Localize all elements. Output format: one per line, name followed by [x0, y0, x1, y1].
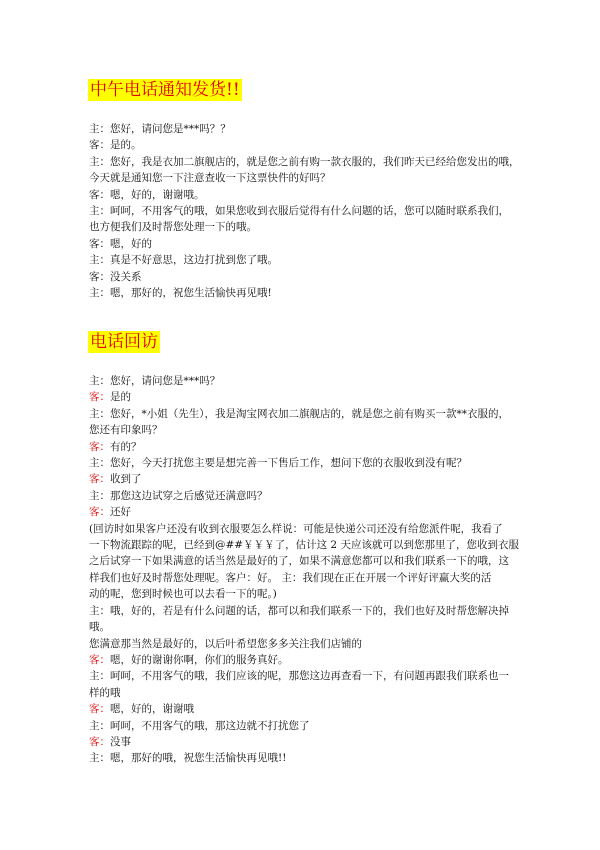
speaker-label: 客： — [89, 139, 110, 152]
line-text: 呵呵，不用客气的哦，如果您收到衣服后觉得有什么问题的话，您可以随时联系我们， — [110, 205, 509, 218]
dialogue-line — [89, 121, 521, 137]
dialogue-line — [89, 521, 521, 537]
section1-dialogue — [89, 121, 521, 301]
dialogue-line — [89, 439, 521, 455]
dialogue-line — [89, 734, 521, 750]
speaker-label: 客： — [89, 735, 110, 748]
speaker-label: 客： — [89, 440, 110, 453]
line-text: 那您这边试穿之后感觉还满意吗？ — [110, 489, 268, 502]
dialogue-line — [89, 219, 521, 235]
speaker-label: 主： — [89, 489, 110, 502]
speaker-label: 主： — [89, 752, 110, 765]
dialogue-line — [89, 603, 521, 619]
dialogue-line — [89, 504, 521, 520]
speaker-label: 主： — [89, 155, 110, 168]
line-text: 也方便我们及时帮您处理一下的哦。 — [89, 221, 257, 234]
dialogue-line — [89, 187, 521, 203]
line-text: 您好，我是衣加二旗舰店的，就是您之前有购一款衣服的，我们昨天已经给您发出的哦， — [110, 155, 520, 168]
line-text: 嗯，好的，谢谢哦 — [110, 703, 194, 716]
line-text: 哦，好的，若是有什么问题的话，都可以和我们联系一下的，我们也好及时帮您解决掉 — [110, 604, 509, 617]
speaker-label: 主： — [89, 254, 110, 267]
dialogue-line — [89, 154, 521, 170]
dialogue-line — [89, 570, 521, 586]
line-text: 哦。 — [89, 621, 110, 634]
speaker-label: 主： — [89, 123, 110, 135]
dialogue-line — [89, 137, 521, 153]
speaker-label: 客： — [89, 237, 110, 250]
speaker-label: 客： — [89, 270, 110, 283]
speaker-label: 客： — [89, 188, 110, 201]
section1-title: 中午电话通知发货!! — [90, 80, 240, 100]
line-text: 呵呵，不用客气的哦，我们应该的呢，那您这边再查看一下，有问题再跟我们联系也一 — [110, 670, 509, 683]
dialogue-line — [89, 636, 521, 652]
speaker-label: 客： — [89, 653, 110, 666]
dialogue-line — [89, 422, 521, 438]
dialogue-line — [89, 285, 521, 301]
line-text: 您满意那当然是最好的，以后叶希望您多多关注我们店铺的 — [89, 637, 362, 650]
dialogue-line — [89, 718, 521, 734]
line-text: 嗯，好的谢谢你啊，你们的服务真好。 — [110, 653, 289, 666]
line-text: 您好，请问您是***吗？？ — [110, 123, 231, 135]
speaker-label: 客： — [89, 391, 110, 404]
line-text: 之后试穿一下如果满意的话当然是最好的了，如果不满意您都可以和我们联系一下的哦，这 — [89, 555, 509, 568]
line-text: (回访时如果客户还没有收到衣服要怎么样说：可能是快递公司还没有给您派件呢，我看了 — [89, 522, 503, 535]
dialogue-line — [89, 652, 521, 668]
section2-title: 电话回访 — [90, 332, 158, 352]
line-text: 一下物流跟踪的呢，已经到@##￥￥￥了，估计这 2 天应该就可以到您那里了，您收到衣服 — [89, 539, 519, 552]
dialogue-line — [89, 236, 521, 252]
line-text: 没关系 — [110, 270, 142, 283]
line-text: 您好，今天打扰您主要是想完善一下售后工作，想问下您的衣服收到没有呢？ — [110, 457, 467, 470]
dialogue-line — [89, 537, 521, 553]
dialogue-line — [89, 203, 521, 219]
dialogue-line — [89, 471, 521, 487]
line-text: 样我们也好及时帮您处理呢。客户：好。 主：我们现在正在开展一个评好评赢大奖的活 — [89, 571, 492, 584]
speaker-label: 主： — [89, 604, 110, 617]
line-text: 嗯，好的 — [110, 237, 152, 250]
speaker-label: 客： — [89, 473, 110, 486]
speaker-label: 主： — [89, 457, 110, 470]
line-text: 收到了 — [110, 473, 142, 486]
speaker-label: 客： — [89, 506, 110, 519]
dialogue-line — [89, 685, 521, 701]
line-text: 呵呵，不用客气的哦，那这边就不打扰您了 — [110, 719, 310, 732]
line-text: 是的 — [110, 391, 131, 404]
speaker-label: 主： — [89, 205, 110, 218]
line-text: 您还有印象吗？ — [89, 424, 163, 437]
line-text: 还好 — [110, 506, 131, 519]
dialogue-line — [89, 586, 521, 602]
speaker-label: 主： — [89, 407, 110, 420]
dialogue-line — [89, 389, 521, 405]
dialogue-line — [89, 406, 521, 422]
line-text: 有的？ — [110, 440, 142, 453]
line-text: 是的。 — [110, 139, 142, 152]
dialogue-line — [89, 170, 521, 186]
line-text: 嗯，那好的哦，祝您生活愉快再见哦!! — [110, 752, 287, 765]
section2-dialogue — [89, 373, 521, 767]
line-text: 没事 — [110, 735, 131, 748]
speaker-label: 主： — [89, 287, 110, 300]
line-text: 嗯，好的，谢谢哦。 — [110, 188, 205, 201]
line-text: 嗯，那好的，祝您生活愉快再见哦! — [110, 287, 272, 300]
line-text: 动的呢，您到时候也可以去看一下的呢。) — [89, 588, 277, 601]
line-text: 今天就是通知您一下注意查收一下这票快件的好吗？ — [89, 172, 331, 185]
dialogue-line — [89, 488, 521, 504]
speaker-label: 主： — [89, 670, 110, 683]
dialogue-line — [89, 373, 521, 389]
line-text: 样的哦 — [89, 686, 121, 699]
dialogue-line — [89, 750, 521, 766]
speaker-label: 主： — [89, 719, 110, 732]
dialogue-line — [89, 668, 521, 684]
line-text: 您好，*小姐（先生），我是淘宝网衣加二旗舰店的，就是您之前有购买一款**衣服的， — [110, 407, 509, 420]
line-text: 真是不好意思，这边打扰到您了哦。 — [110, 254, 278, 267]
line-text: 您好，请问您是***吗？ — [110, 375, 221, 387]
dialogue-line — [89, 269, 521, 285]
dialogue-line — [89, 553, 521, 569]
speaker-label: 主： — [89, 375, 110, 387]
dialogue-line — [89, 701, 521, 717]
dialogue-line — [89, 455, 521, 471]
speaker-label: 客： — [89, 703, 110, 716]
dialogue-line — [89, 252, 521, 268]
dialogue-line — [89, 619, 521, 635]
